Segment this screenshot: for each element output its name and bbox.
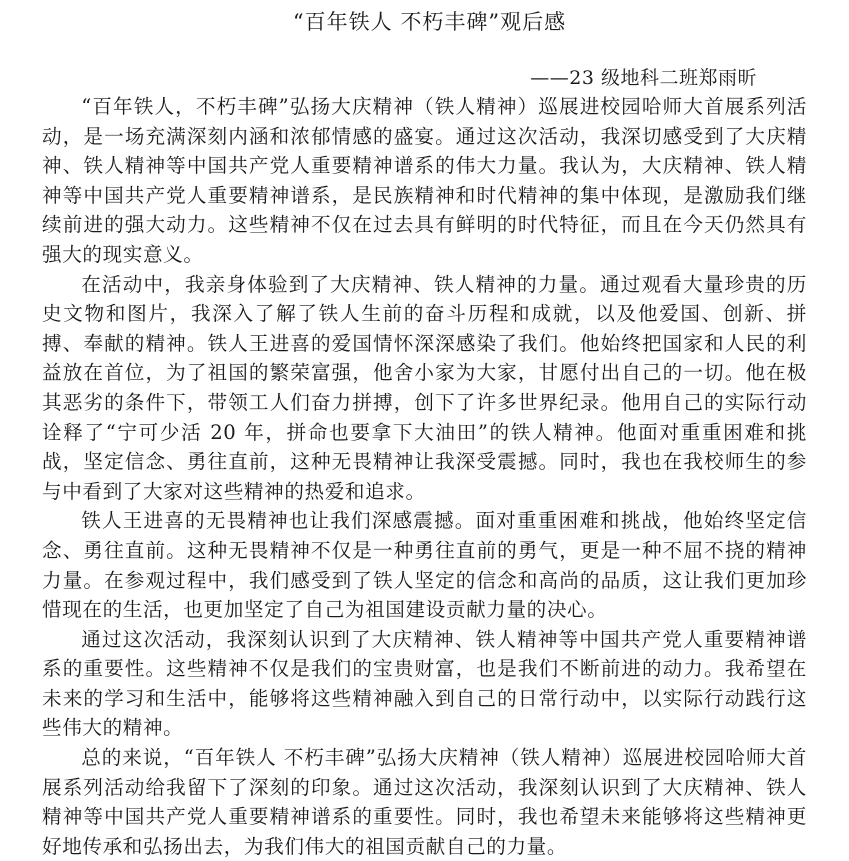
paragraph-3: 铁人王进喜的无畏精神也让我们深感震撼。面对重重困难和挑战，他始终坚定信念、勇往直前。这种无畏精神不仅是一种勇往直前的勇气，更是一种不屈不挠的精神力量。在参观过程中，我们感受到了铁人坚定的信念和高尚的品质，这让我们更加珍惜现在的生活，也更加坚定了自己为祖国建设贡献力量的决心。 xyxy=(42,509,807,622)
paragraph-4: 通过这次活动，我深刻认识到了大庆精神、铁人精神等中国共产党人重要精神谱系的重要性。这些精神不仅是我们的宝贵财富，也是我们不断前进的动力。我希望在未来的学习和生活中，能够将这些精神融入到自己的日常行动中，以实际行动践行这些伟大的精神。 xyxy=(42,627,807,740)
author-line: ——23 级地科二班郑雨昕 xyxy=(530,67,757,89)
paragraph-5: 总的来说，“百年铁人 不朽丰碑”弘扬大庆精神（铁人精神）巡展进校园哈师大首展系列活动给我留下了深刻的印象。通过这次活动，我深刻认识到了大庆精神、铁人精神等中国共产党人重要精神谱系的重要性。同时，我也希望未来能够将这些精神更好地传承和弘扬出去，为我们伟大的祖国贡献自己的力量。 xyxy=(42,746,807,858)
paragraph-2: 在活动中，我亲身体验到了大庆精神、铁人精神的力量。通过观看大量珍贵的历史文物和图片，我深入了解了铁人生前的奋斗历程和成就，以及他爱国、创新、拼搏、奉献的精神。铁人王进喜的爱国情怀深深感染了我们。他始终把国家和人民的利益放在首位，为了祖国的繁荣富强，他舍小家为大家，甘愿付出自己的一切。他在极其恶劣的条件下，带领工人们奋力拼搏，创下了许多世界纪录。他用自己的实际行动诠释了“宁可少活 20 年，拼命也要拿下大油田”的铁人精神。他面对重重困难和挑战，坚定信念、勇往直前，这种无畏精神让我深受震撼。同时，我也在我校师生的参与中看到了大家对这些精神的热爱和追求。 xyxy=(42,272,807,503)
document-title: “百年铁人 不朽丰碑”观后感 xyxy=(292,10,567,34)
paragraph-1: “百年铁人，不朽丰碑”弘扬大庆精神（铁人精神）巡展进校园哈师大首展系列活动，是一场充满深刻内涵和浓郁情感的盛宴。通过这次活动，我深切感受到了大庆精神、铁人精神等中国共产党人重要精神谱系的伟大力量。我认为，大庆精神、铁人精神等中国共产党人重要精神谱系，是民族精神和时代精神的集中体现，是激励我们继续前进的强大动力。这些精神不仅在过去具有鲜明的时代特征，而且在今天仍然具有强大的现实意义。 xyxy=(42,95,807,266)
